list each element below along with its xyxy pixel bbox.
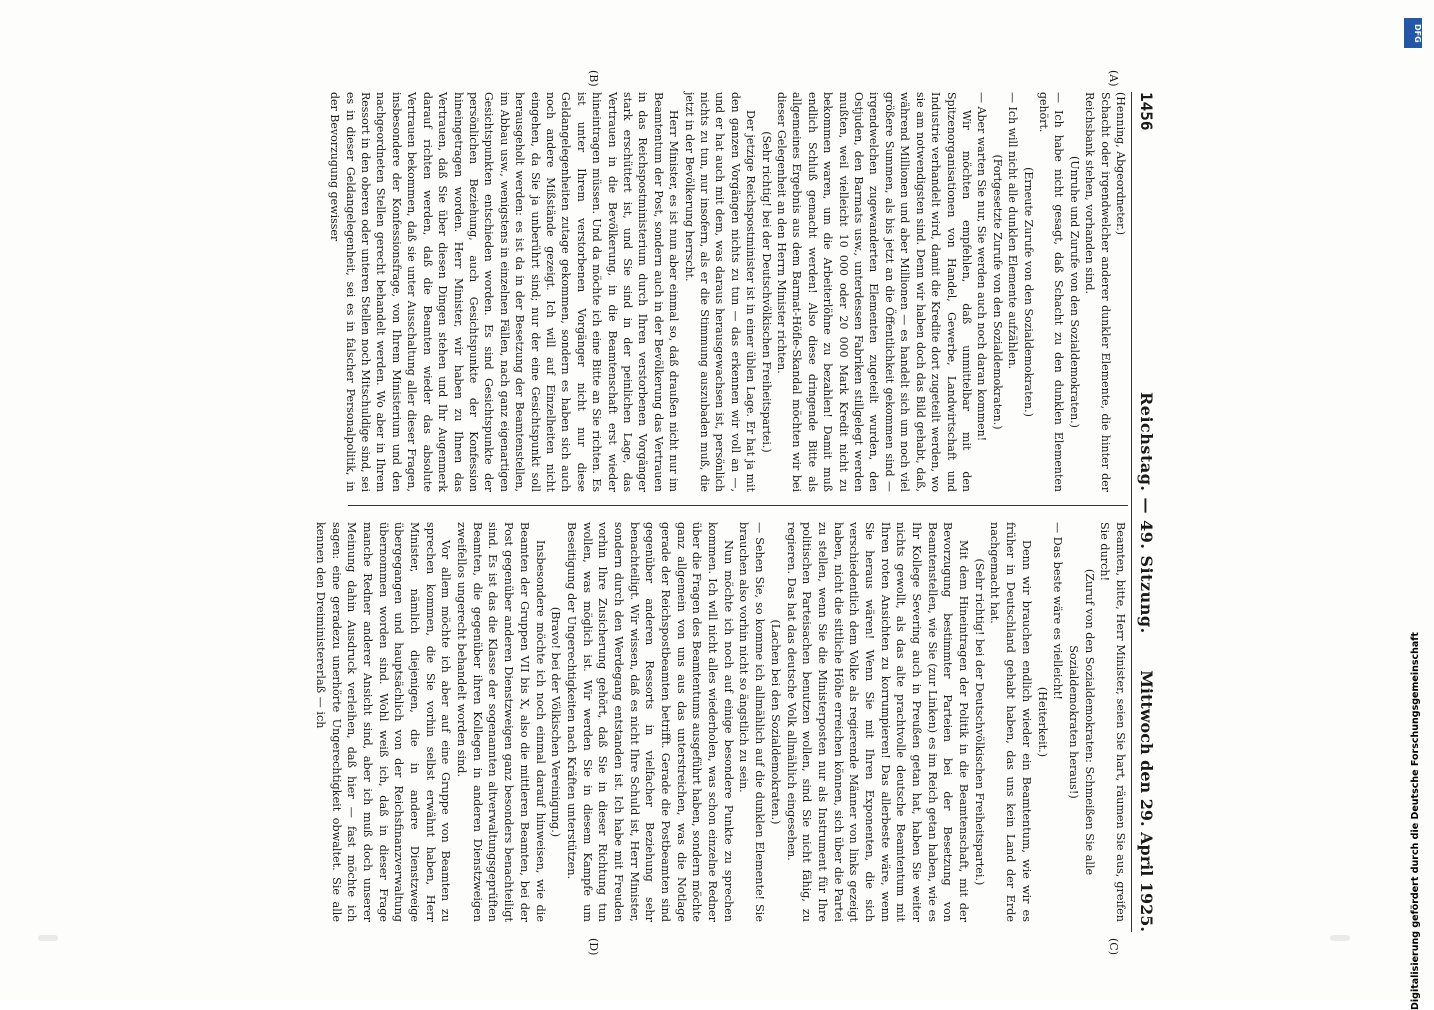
margin-mark-c: (C)	[1107, 938, 1120, 955]
interjection: (Sehr richtig! bei der Deutschvölkischen Freiheitspartei.)	[972, 558, 986, 886]
interjection: (Zuruf von den Sozialdemokraten: Schmeißen Sie alle Sozialdemokraten heraus!)	[1066, 568, 1096, 876]
paragraph: Wir möchten empfehlen, daß unmittelbar mit den Spitzenorganisationen von Handel, Gewerbe, Landwirtschaft und Industrie verhandelt wird, damit die Kredite dort zugeteilt werden, wo sie am notwendigsten sind. Denn wir haben doch das Bild gehabt, daß, während Millionen und aber Millionen — es handelt sich um noch viel größere Summen, als bis jetzt an die Öffentlichkeit gekommen sind — irgendwelchen zugewanderten Elementen zugeteilt wurden, den Ostjuden, den Barmats usw., unterdessen Fabriken stillgelegt werden mußten, weil vielleicht 10 000 oder 20 000 Mark Kredit nicht zu bekommen waren, um die Arbeiterlöhne zu bezahlen! Damit muß endlich Schluß gemacht werden! Also diese dringende Bitte als allgemeines Ergebnis aus dem Barmat-Höfle-Skandal möchten wir bei dieser Gelegenheit an den Herrn Minister richten.	[775, 92, 973, 492]
paragraph: Beamten, bitte, Herr Minister, seien Sie hart, räumen Sie aus, greifen Sie durch!	[1098, 522, 1127, 922]
text-column-right	[312, 522, 1128, 922]
page-header	[1132, 92, 1160, 932]
paragraph: Denn wir brauchen endlich wieder ein Beamtentum, wie wir es früher in Deutschland gehabt haben, das uns kein Land der Erde nachgemacht hat.	[988, 522, 1033, 922]
interjection: (Bravo! bei der Völkischen Vereinigung.)	[549, 606, 563, 838]
session-date: Mittwoch den 29. April 1925.	[1137, 670, 1156, 932]
header-rule	[1131, 92, 1132, 932]
interjection: (Heiterkeit.)	[1035, 686, 1049, 758]
margin-mark-b: (B)	[587, 70, 600, 87]
interjection: (Sehr richtig! bei der Deutschvölkischen Freiheitspartei.)	[759, 131, 773, 453]
rotated-page	[80, 70, 1160, 956]
paragraph: Herr Minister, es ist nun aber einmal so, daß draußen nicht nur im Beamtentum der Post, sondern auch in der Bevölkerung das Vertrauen in das Reichspostministerium durch Ihren verstorbenen Vorgänger stark erschüttert ist, und Sie sind in der peinlichen Lage, das Vertrauen in die Bevölkerung, in die Beamtenschaft erst wieder hineintragen müssen. Und da möchte ich eine Bitte an Sie richten. Es ist unter Ihrem verstorbenen Vorgänger nicht nur diese Geldangelegenheiten zutage gekommen, sondern es haben sich auch noch andere Mißstände gezeigt. Ich will auf Einzelheiten nicht eingehen, da Sie ja unberührt sind; nur der eine Gesichtspunkt soll herausgeholt werden: es ist da in der Besetzung der Beamtenstellen, im Abbau usw., wenigstens in einzelnen Fällen, nach ganz eigenartigen Gesichtspunkten entschieden worden. Es sind Gesichtspunkte der persönlichen Beziehung, auch Gesichtspunkte der Konfession hineingetragen worden. Herr Minister, wir haben zu Ihnen das Vertrauen, daß Sie über diesen Dingen stehen und Ihr Augenmerk darauf richten werden, daß die Beamten wieder das absolute Vertrauen bekommen, daß sie unter Ausschaltung aller dieser Fragen, insbesondere der Konfessionsfrage, von Ihrem Ministerium und den nachgeordneten Stellen gerecht behandelt werden. Wo aber in Ihrem Ressort in den oberen oder unteren Stellen noch Mitschuldige sind, sei es in dieser Geldangelegenheit, sei es in falscher Personalpolitik, in der Bevorzugung gewisser	[328, 92, 681, 492]
speaker-line: (Henning, Abgeordneter.)	[1114, 92, 1127, 236]
paragraph: — Ich habe nicht gesagt, daß Schacht zu den dunklen Elementen gehört.	[1036, 92, 1066, 492]
paragraph: Insbesondere möchte ich noch einmal darauf hinweisen, wie die Beamten der Gruppen VII bis X, also die mittleren Beamten, bei der Post gegenüber anderen Dienstzweigen ganz besonders benachteiligt sind. Es ist das die Klasse der sogenannten altverwaltungsgeprüften Beamten, die gegenüber ihren Kollegen in anderen Dienstzweigen zweifellos ungerecht behandelt worden sind.	[455, 522, 547, 922]
interjection: (Unruhe und Zurufe von den Sozialdemokraten.)	[1067, 156, 1081, 428]
paragraph: — Sehen Sie, so komme ich allmählich auf die dunklen Elemente! Sie brauchen also vorhin nicht so ängstlich zu sein.	[737, 522, 767, 922]
scan-smudge	[38, 935, 58, 941]
digitization-sidebar	[1390, 10, 1430, 1010]
paragraph: Vor allem möchte ich aber auf eine Gruppe von Beamten zu sprechen kommen, die Sie vorhin selbst erwähnt haben, Herr Minister, nämlich diejenigen, die in andere Dienstzweige übergegangen und hauptsächlich von der Reichsfinanzverwaltung übernommen worden sind. Wohl weiß ich, daß in dieser Frage manche Redner anderer Ansicht sind, aber ich muß doch unserer Meinung dahin Ausdruck verleihen, daß hier — fast möchte ich sagen: eine geradezu unerhörte Ungerechtigkeit obwaltet. Sie alle kennen den Dreiministererlaß — ich	[313, 522, 453, 922]
margin-mark-d: (D)	[587, 938, 600, 956]
paragraph: Nun möchte ich noch auf einige besondere Punkte zu sprechen kommen. Ich will nicht alles wiederholen, was schon einzelne Redner über die Fragen des Beamtentums ausgeführt haben, sondern möchte ganz allgemein von uns aus das unterstreichen, was die Notlage gerade der Reichspostbeamten betrifft. Gerade die Postbeamten sind gegenüber anderen Ressorts in vielfacher Beziehung sehr benachteiligt. Wir wissen, daß es nicht Ihre Schuld ist, Herr Minister, sondern durch den Werdegang entstanden ist. Ich habe mit Freuden vorhin Ihre Zusicherung gehört, daß Sie in dieser Richtung tun wollen, was möglich ist. Wir werden Sie in diesem Kampfe um Beseitigung der Ungerechtigkeiten nach Kräften unterstützen.	[564, 522, 735, 922]
paragraph: — Aber warten Sie nur, Sie werden auch noch daran kommen!	[975, 92, 989, 442]
text-column-left	[327, 92, 1128, 492]
interjection: (Lachen bei den Sozialdemokraten.)	[768, 619, 782, 825]
session-title: Reichstag. — 49. Sitzung.	[1137, 392, 1156, 634]
interjection: (Erneute Zurufe von den Sozialdemokraten.)	[1021, 167, 1035, 417]
paragraph: Mit dem Hineintragen der Politik in die Beamtenschaft, mit der Bevorzugung bestimmter Parteien bei der Besetzung von Beamtenstellen, wie Sie (zur Linken) es im Reich getan haben, wie es Ihr Kollege Severing auch in Preußen getan hat, haben Sie weiter nichts gewollt, als das alte prachtvolle deutsche Beamtentum mit Ihren roten Ansichten zu korrumpieren! Das allerbeste wäre, wenn Sie heraus wären! Wenn Sie mit Ihren Exponenten, die sich verschiedentlich dem Volke als regierende Männer von links gezeigt haben, nicht die sittliche Höhe erreichen können, sich über die Partei zu stellen, wenn Sie die Ministerposten nur als Instrument für Ihre politischen Parteisachen benutzen wollen, sind Sie nicht fähig, zu regieren. Das hat das deutsche Volk allmählich eingesehen.	[784, 522, 971, 922]
interjection: (Fortgesetzte Zurufe von den Sozialdemokraten.)	[990, 154, 1004, 430]
digitization-credit: Digitalisierung gefördert durch die Deutsche Forschungsgemeinschaft	[1410, 632, 1421, 1010]
margin-mark-a: (A)	[1107, 70, 1120, 87]
column-divider	[348, 505, 1128, 506]
dfg-logo: DFG	[1404, 18, 1422, 48]
page-number: 1456	[1137, 92, 1156, 131]
paragraph: — Das beste wäre es vielleicht!	[1051, 522, 1065, 700]
paragraph: — Ich will nicht alle dunklen Elemente aufzählen.	[1006, 92, 1020, 370]
paragraph: Schacht oder irgendwelcher anderer dunkler Elemente, die hinter der Reichsbank stehen, vorhanden sind.	[1083, 92, 1112, 492]
scan-smudge	[1330, 935, 1350, 941]
paragraph: Der jetzige Reichspostminister ist in einer üblen Lage. Er hat ja mit den ganzen Vorgängen nichts zu tun — das erkennen wir voll an —, und er hat auch mit dem, was daraus herausgewachsen ist, persönlich nichts zu tun, nur insofern, als er die Stimmung auszubaden muß, die jetzt in der Bevölkerung herrscht.	[682, 92, 758, 492]
